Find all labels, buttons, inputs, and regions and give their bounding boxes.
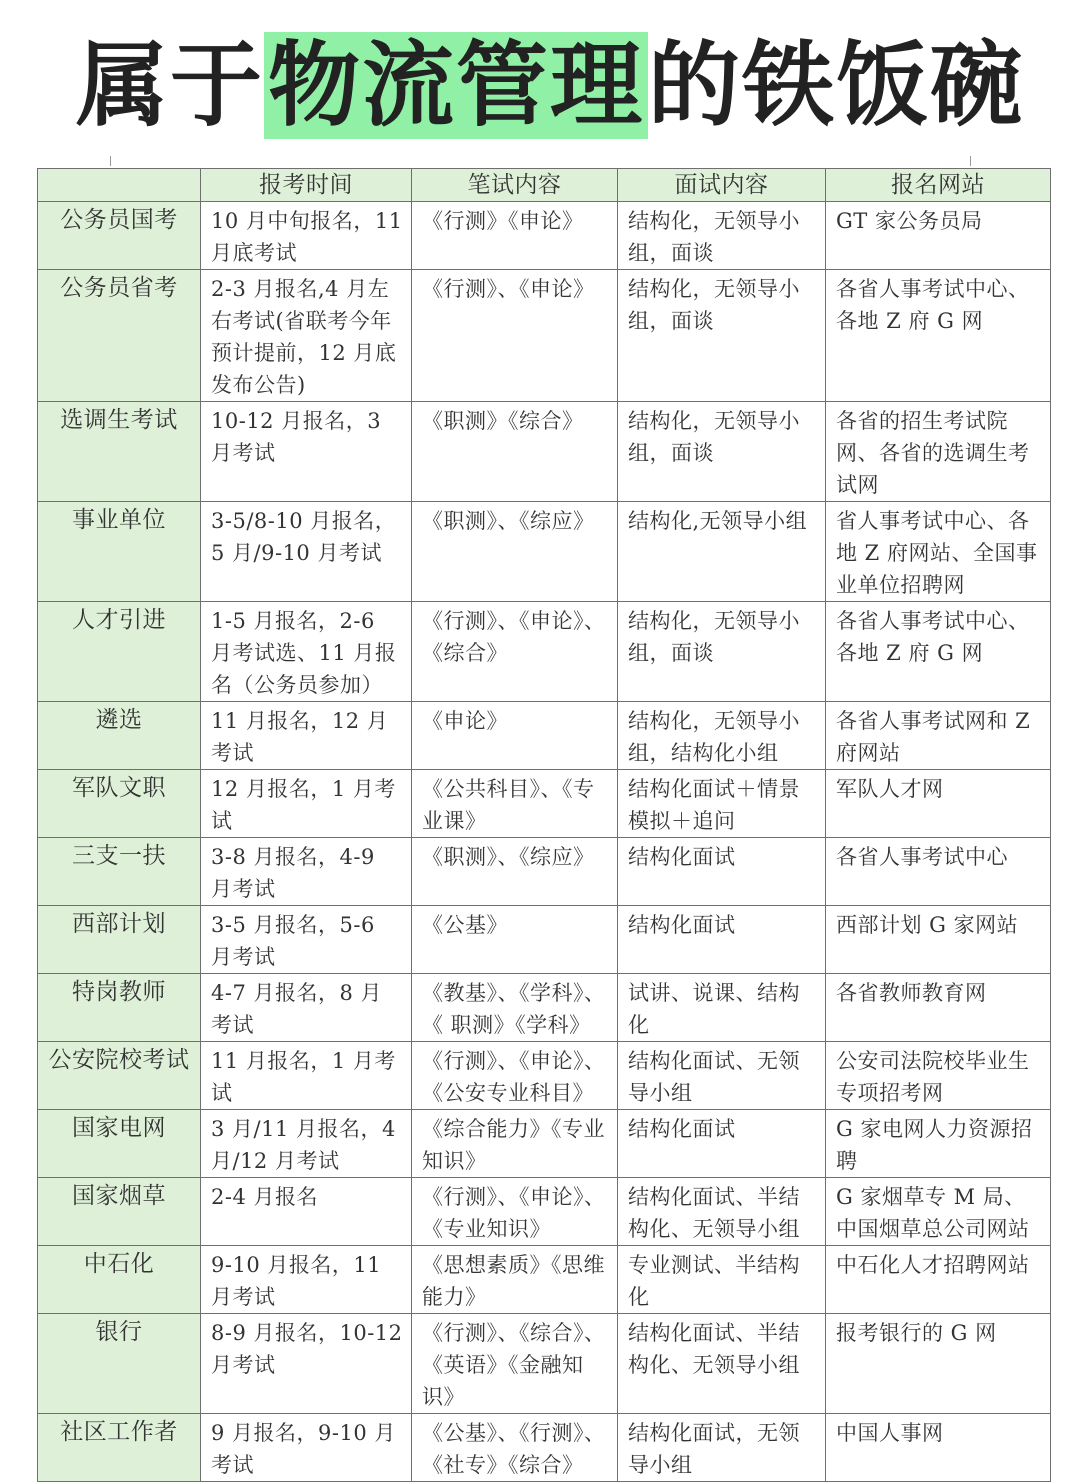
table-row	[38, 1178, 1051, 1246]
interview-cell: 结构化面试	[618, 1110, 826, 1178]
time-cell: 2-4 月报名	[201, 1178, 412, 1246]
title-prefix: 属于	[76, 32, 265, 139]
site-cell: 军队人才网	[826, 770, 1051, 838]
table-row	[38, 1042, 1051, 1110]
site-cell: 各省人事考试中心、各地 Z 府 G 网	[826, 270, 1051, 402]
title-suffix: 的铁饭碗	[648, 32, 1025, 139]
site-cell: 西部计划 G 家网站	[826, 906, 1051, 974]
time-cell: 3 月/11 月报名，4 月/12 月考试	[201, 1110, 412, 1178]
time-cell: 10 月中旬报名，11 月底考试	[201, 202, 412, 270]
tick-mark	[970, 156, 971, 166]
written-cell: 《职测》《综合》	[412, 402, 618, 502]
time-cell: 3-5 月报名，5-6 月考试	[201, 906, 412, 974]
written-cell: 《行测》、《申论》、《公安专业科目》	[412, 1042, 618, 1110]
row-name-cell: 事业单位	[38, 502, 201, 602]
site-cell: 各省的招生考试院网、各省的选调生考试网	[826, 402, 1051, 502]
interview-cell: 结构化面试＋情景模拟＋追问	[618, 770, 826, 838]
header-site: 报名网站	[826, 169, 1051, 202]
title-highlight: 物流管理	[264, 32, 648, 139]
interview-cell: 试讲、说课、结构化	[618, 974, 826, 1042]
table-row	[38, 770, 1051, 838]
time-cell: 9 月报名，9-10 月考试	[201, 1414, 412, 1482]
header-interview: 面试内容	[618, 169, 826, 202]
time-cell: 8-9 月报名，10-12 月考试	[201, 1314, 412, 1414]
written-cell: 《教基》、《学科》、《 职测》《学科》	[412, 974, 618, 1042]
written-cell: 《行测》、《综合》、《英语》《金融知识》	[412, 1314, 618, 1414]
row-name-cell: 公务员省考	[38, 270, 201, 402]
row-name-cell: 人才引进	[38, 602, 201, 702]
time-cell: 10-12 月报名，3 月考试	[201, 402, 412, 502]
written-cell: 《思想素质》《思维能力》	[412, 1246, 618, 1314]
table-row	[38, 270, 1051, 402]
title-area	[0, 0, 1080, 160]
interview-cell: 结构化，无领导小组，面谈	[618, 402, 826, 502]
site-cell: 各省教师教育网	[826, 974, 1051, 1042]
site-cell: 公安司法院校毕业生专项招考网	[826, 1042, 1051, 1110]
header-written: 笔试内容	[412, 169, 618, 202]
row-name-cell: 选调生考试	[38, 402, 201, 502]
time-cell: 4-7 月报名，8 月考试	[201, 974, 412, 1042]
row-name-cell: 遴选	[38, 702, 201, 770]
interview-cell: 结构化面试、半结构化、无领导小组	[618, 1178, 826, 1246]
site-cell: 各省人事考试中心	[826, 838, 1051, 906]
row-name-cell: 三支一扶	[38, 838, 201, 906]
time-cell: 9-10 月报名，11 月考试	[201, 1246, 412, 1314]
site-cell: 中石化人才招聘网站	[826, 1246, 1051, 1314]
time-cell: 3-5/8-10 月报名，5 月/9-10 月考试	[201, 502, 412, 602]
time-cell: 2-3 月报名,4 月左右考试(省联考今年预计提前，12 月底发布公告)	[201, 270, 412, 402]
written-cell: 《职测》、《综应》	[412, 502, 618, 602]
site-cell: GT 家公务员局	[826, 202, 1051, 270]
table-row	[38, 202, 1051, 270]
page-title	[76, 30, 1024, 142]
interview-cell: 结构化面试、无领导小组	[618, 1042, 826, 1110]
site-cell: 省人事考试中心、各地 Z 府网站、全国事业单位招聘网	[826, 502, 1051, 602]
time-cell: 12 月报名，1 月考试	[201, 770, 412, 838]
written-cell: 《申论》	[412, 702, 618, 770]
table-row	[38, 974, 1051, 1042]
time-cell: 11 月报名，12 月考试	[201, 702, 412, 770]
row-name-cell: 公务员国考	[38, 202, 201, 270]
table-row	[38, 1246, 1051, 1314]
table-row	[38, 1414, 1051, 1482]
header-blank	[38, 169, 201, 202]
interview-cell: 结构化面试，无领导小组	[618, 1414, 826, 1482]
written-cell: 《行测》《申论》	[412, 202, 618, 270]
interview-cell: 结构化面试、半结构化、无领导小组	[618, 1314, 826, 1414]
table-header-row	[38, 169, 1051, 202]
site-cell: G 家烟草专 M 局、中国烟草总公司网站	[826, 1178, 1051, 1246]
written-cell: 《行测》、《申论》	[412, 270, 618, 402]
written-cell: 《行测》、《申论》、《综合》	[412, 602, 618, 702]
exam-table	[37, 168, 1051, 1482]
row-name-cell: 银行	[38, 1314, 201, 1414]
site-cell: 报考银行的 G 网	[826, 1314, 1051, 1414]
time-cell: 1-5 月报名，2-6 月考试选、11 月报名（公务员参加）	[201, 602, 412, 702]
written-cell: 《公共科目》、《专业课》	[412, 770, 618, 838]
row-name-cell: 社区工作者	[38, 1414, 201, 1482]
interview-cell: 结构化，无领导小组，面谈	[618, 202, 826, 270]
table-row	[38, 1314, 1051, 1414]
interview-cell: 结构化，无领导小组，面谈	[618, 270, 826, 402]
written-cell: 《公基》	[412, 906, 618, 974]
time-cell: 11 月报名，1 月考试	[201, 1042, 412, 1110]
written-cell: 《职测》、《综应》	[412, 838, 618, 906]
table-row	[38, 602, 1051, 702]
table-row	[38, 402, 1051, 502]
interview-cell: 结构化，无领导小组，面谈	[618, 602, 826, 702]
header-time: 报考时间	[201, 169, 412, 202]
interview-cell: 结构化，无领导小组，结构化小组	[618, 702, 826, 770]
written-cell: 《行测》、《申论》、《专业知识》	[412, 1178, 618, 1246]
row-name-cell: 军队文职	[38, 770, 201, 838]
written-cell: 《综合能力》《专业知识》	[412, 1110, 618, 1178]
row-name-cell: 国家电网	[38, 1110, 201, 1178]
row-name-cell: 中石化	[38, 1246, 201, 1314]
table-body	[38, 202, 1051, 1482]
written-cell: 《公基》、《行测》、《社专》《综合》	[412, 1414, 618, 1482]
site-cell: 中国人事网	[826, 1414, 1051, 1482]
table-row	[38, 1110, 1051, 1178]
time-cell: 3-8 月报名，4-9 月考试	[201, 838, 412, 906]
interview-cell: 结构化面试	[618, 906, 826, 974]
interview-cell: 结构化,无领导小组	[618, 502, 826, 602]
table-row	[38, 838, 1051, 906]
interview-cell: 专业测试、半结构化	[618, 1246, 826, 1314]
table-row	[38, 702, 1051, 770]
row-name-cell: 公安院校考试	[38, 1042, 201, 1110]
table-row	[38, 502, 1051, 602]
table-row	[38, 906, 1051, 974]
interview-cell: 结构化面试	[618, 838, 826, 906]
row-name-cell: 特岗教师	[38, 974, 201, 1042]
site-cell: 各省人事考试网和 Z 府网站	[826, 702, 1051, 770]
row-name-cell: 国家烟草	[38, 1178, 201, 1246]
site-cell: G 家电网人力资源招聘	[826, 1110, 1051, 1178]
row-name-cell: 西部计划	[38, 906, 201, 974]
tick-mark	[110, 156, 111, 166]
site-cell: 各省人事考试中心、各地 Z 府 G 网	[826, 602, 1051, 702]
